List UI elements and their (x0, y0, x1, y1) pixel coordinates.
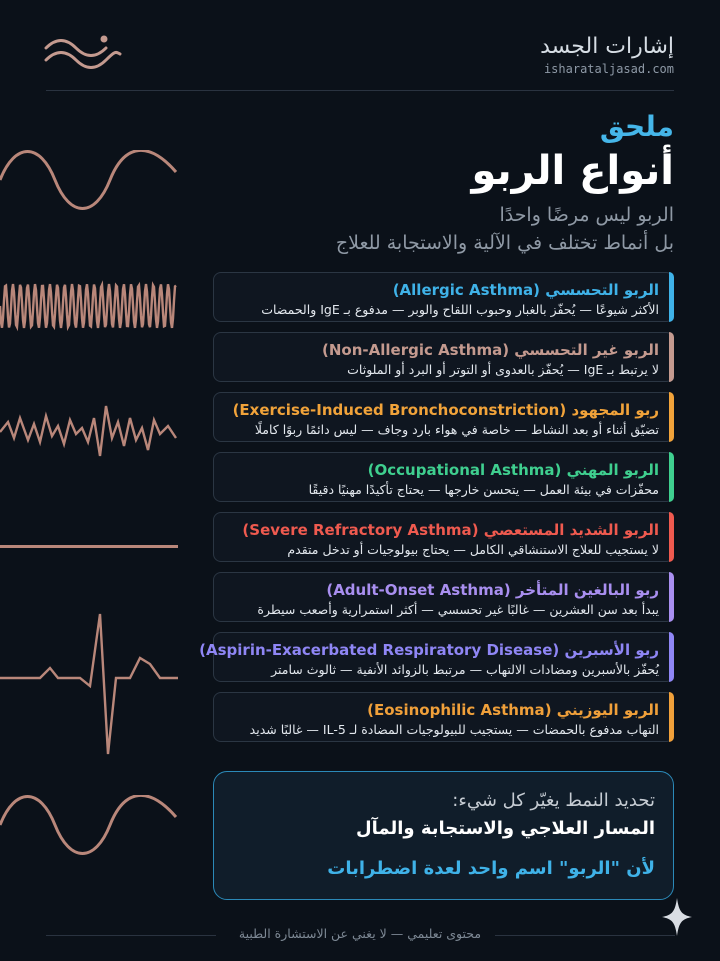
type-card[interactable] (213, 332, 674, 382)
accent-bar (669, 512, 674, 562)
type-name: الربو اليوزيني (Eosinophilic Asthma) (367, 701, 659, 719)
accent-bar (669, 692, 674, 742)
body-signals-logo-icon (44, 34, 122, 74)
type-desc: يُحفّز بالأسبرين ومضادات الالتهاب — مرتبط بالزوائد الأنفية — ثالوث سامتر (271, 662, 659, 677)
supertitle: ملحق (599, 110, 674, 143)
summary-callout (213, 771, 674, 900)
ecg-wave-decoration (0, 608, 178, 758)
sine-wave-decoration-bottom (0, 795, 178, 855)
brand-name: إشارات الجسد (540, 34, 674, 59)
type-name: الربو الشديد المستعصي (Severe Refractory Asthma) (242, 521, 659, 539)
type-card[interactable] (213, 572, 674, 622)
callout-line-3: لأن "الربو" اسم واحد لعدة اضطرابات (327, 858, 655, 879)
accent-bar (669, 392, 674, 442)
type-desc: الأكثر شيوعًا — يُحفّز بالغبار وحبوب اللقاح والوبر — مدفوع بـ IgE والحمضات (261, 302, 659, 317)
type-desc: التهاب مدفوع بالحمضات — يستجيب للبيولوجيات المضادة لـ IL-5 — غالبًا شديد (249, 722, 659, 737)
brand-url[interactable]: isharataljasad.com (543, 62, 674, 76)
accent-bar (669, 632, 674, 682)
page-title: أنواع الربو (471, 148, 674, 194)
type-name: الربو التحسسي (Allergic Asthma) (392, 281, 659, 299)
type-name: الربو المهني (Occupational Asthma) (367, 461, 659, 479)
type-name: ربو البالغين المتأخر (Adult-Onset Asthma) (326, 581, 659, 599)
header-divider (46, 90, 674, 91)
type-desc: لا يستجيب للعلاج الاستنشاقي الكامل — يحتاج بيولوجيات أو تدخل متقدم (287, 542, 659, 557)
dense-wave-decoration (0, 280, 178, 332)
irregular-wave-decoration (0, 398, 178, 464)
type-card[interactable] (213, 692, 674, 742)
type-name: ربو المجهود (Exercise-Induced Bronchoconstriction) (232, 401, 659, 419)
sparkle-icon (660, 896, 694, 938)
subtitle-line-1: الربو ليس مرضًا واحدًا (499, 204, 674, 226)
type-card[interactable] (213, 392, 674, 442)
type-card[interactable] (213, 452, 674, 502)
footer-divider-left (46, 935, 216, 936)
type-card[interactable] (199, 632, 674, 682)
type-desc: لا يرتبط بـ IgE — يُحفّز بالعدوى أو التوتر أو البرد أو الملوثات (347, 362, 659, 377)
subtitle-line-2: بل أنماط تختلف في الآلية والاستجابة للعلاج (335, 232, 674, 254)
type-name: الربو غير التحسسي (Non-Allergic Asthma) (322, 341, 659, 359)
callout-line-1: تحديد النمط يغيّر كل شيء: (452, 790, 655, 811)
flat-line-decoration (0, 545, 178, 548)
footer-divider-right (495, 935, 675, 936)
sine-wave-decoration (0, 150, 178, 210)
accent-bar (669, 272, 674, 322)
callout-line-2: المسار العلاجي والاستجابة والمآل (356, 818, 655, 839)
type-desc: يبدأ بعد سن العشرين — غالبًا غير تحسسي — أكثر استمرارية وأصعب سيطرة (257, 602, 659, 617)
type-card[interactable] (213, 512, 674, 562)
type-desc: تضيّق أثناء أو بعد النشاط — خاصة في هواء بارد وجاف — ليس دائمًا ربوًا كاملًا (254, 422, 659, 437)
type-desc: محفّزات في بيئة العمل — يتحسن خارجها — يحتاج تأكيدًا مهنيًا دقيقًا (308, 482, 659, 497)
accent-bar (669, 572, 674, 622)
accent-bar (669, 332, 674, 382)
footer-disclaimer: محتوى تعليمي — لا يغني عن الاستشارة الطبية (238, 926, 482, 941)
type-card[interactable] (213, 272, 674, 322)
type-name: ربو الأسبرين (Aspirin-Exacerbated Respiratory Disease) (199, 641, 659, 659)
accent-bar (669, 452, 674, 502)
